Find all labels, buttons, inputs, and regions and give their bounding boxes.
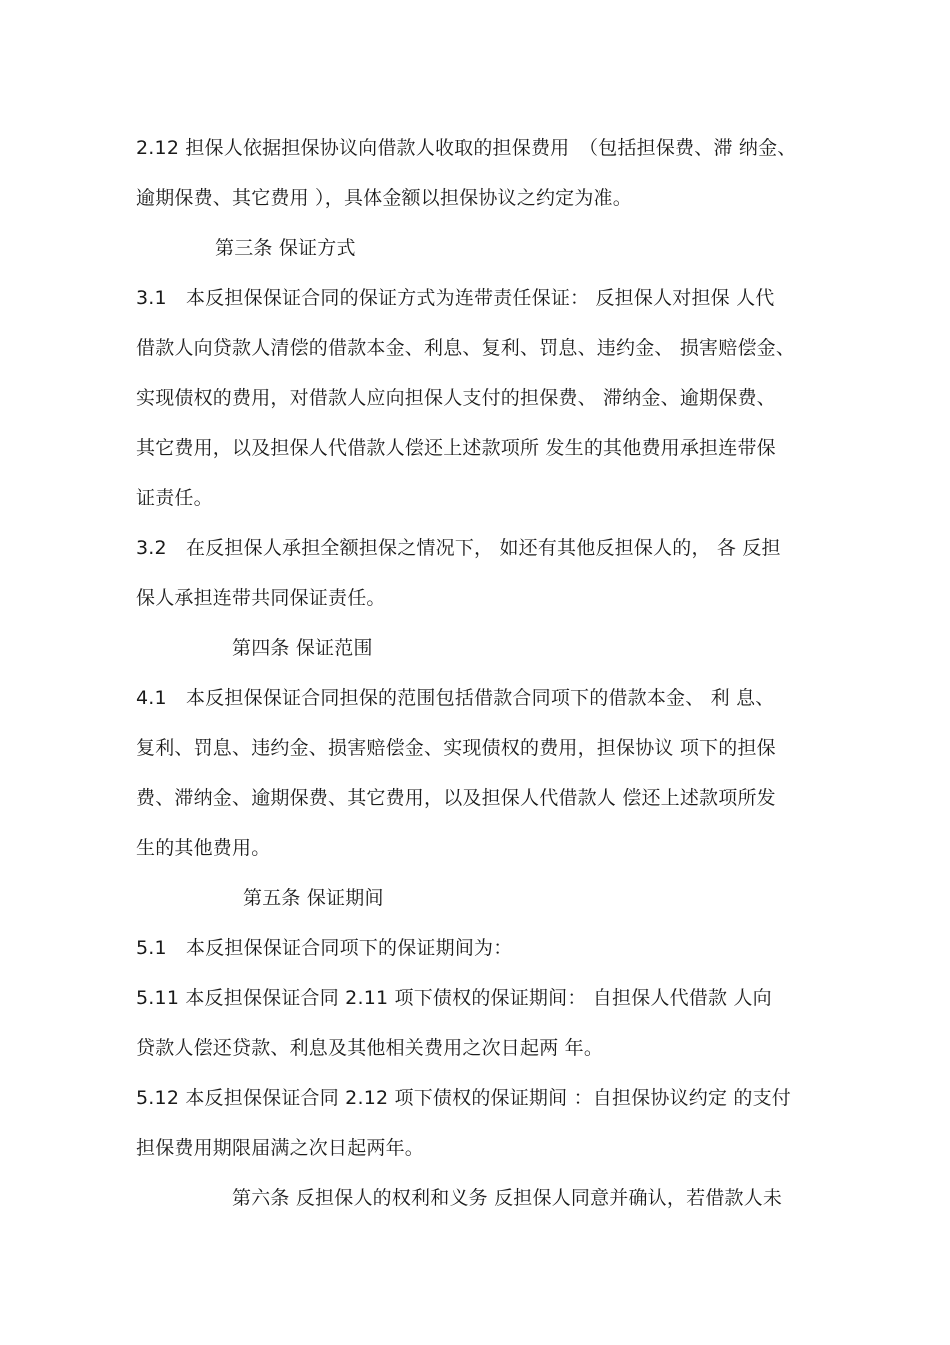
clause-2-12-line-2: 逾期保费、其它费用 ），具体金额以担保协议之约定为准。 <box>136 187 632 209</box>
clause-3-2-line-2: 保人承担连带共同保证责任。 <box>136 587 386 609</box>
clause-3-1-line-5: 证责任。 <box>136 487 213 509</box>
clause-5-11-line-1: 5.11 本反担保保证合同 2.11 项下债权的保证期间： 自担保人代借款 人向 <box>136 987 772 1009</box>
clause-5-11-line-2: 贷款人偿还贷款、利息及其他相关费用之次日起两 年。 <box>136 1037 604 1059</box>
clause-3-2-line-1: 3.2 在反担保人承担全额担保之情况下， 如还有其他反担保人的， 各 反担 <box>136 537 781 559</box>
article-6-heading-line: 第六条 反担保人的权利和义务 反担保人同意并确认，若借款人未 <box>232 1187 783 1209</box>
clause-5-1-line-1: 5.1 本反担保保证合同项下的保证期间为： <box>136 937 513 959</box>
article-3-heading: 第三条 保证方式 <box>215 237 356 259</box>
clause-4-1-line-4: 生的其他费用。 <box>136 837 271 859</box>
clause-3-1-line-1: 3.1 本反担保保证合同的保证方式为连带责任保证： 反担保人对担保 人代 <box>136 287 775 309</box>
clause-4-1-line-2: 复利、罚息、违约金、损害赔偿金、实现债权的费用，担保协议 项下的担保 <box>136 737 776 759</box>
clause-3-1-line-3: 实现债权的费用，对借款人应向担保人支付的担保费、 滞纳金、逾期保费、 <box>136 387 776 409</box>
article-5-heading: 第五条 保证期间 <box>243 887 384 909</box>
clause-4-1-line-1: 4.1 本反担保保证合同担保的范围包括借款合同项下的借款本金、 利 息、 <box>136 687 775 709</box>
clause-2-12-line-1: 2.12 担保人依据担保协议向借款人收取的担保费用 （包括担保费、滞 纳金、 <box>136 137 797 159</box>
article-4-heading: 第四条 保证范围 <box>232 637 373 659</box>
clause-5-12-line-2: 担保费用期限届满之次日起两年。 <box>136 1137 425 1159</box>
clause-4-1-line-3: 费、滞纳金、逾期保费、其它费用，以及担保人代借款人 偿还上述款项所发 <box>136 787 776 809</box>
clause-3-1-line-4: 其它费用，以及担保人代借款人偿还上述款项所 发生的其他费用承担连带保 <box>136 437 776 459</box>
clause-5-12-line-1: 5.12 本反担保保证合同 2.12 项下债权的保证期间 ：自担保协议约定 的支付 <box>136 1087 792 1109</box>
clause-3-1-line-2: 借款人向贷款人清偿的借款本金、利息、复利、罚息、违约金、 损害赔偿金、 <box>136 337 796 359</box>
